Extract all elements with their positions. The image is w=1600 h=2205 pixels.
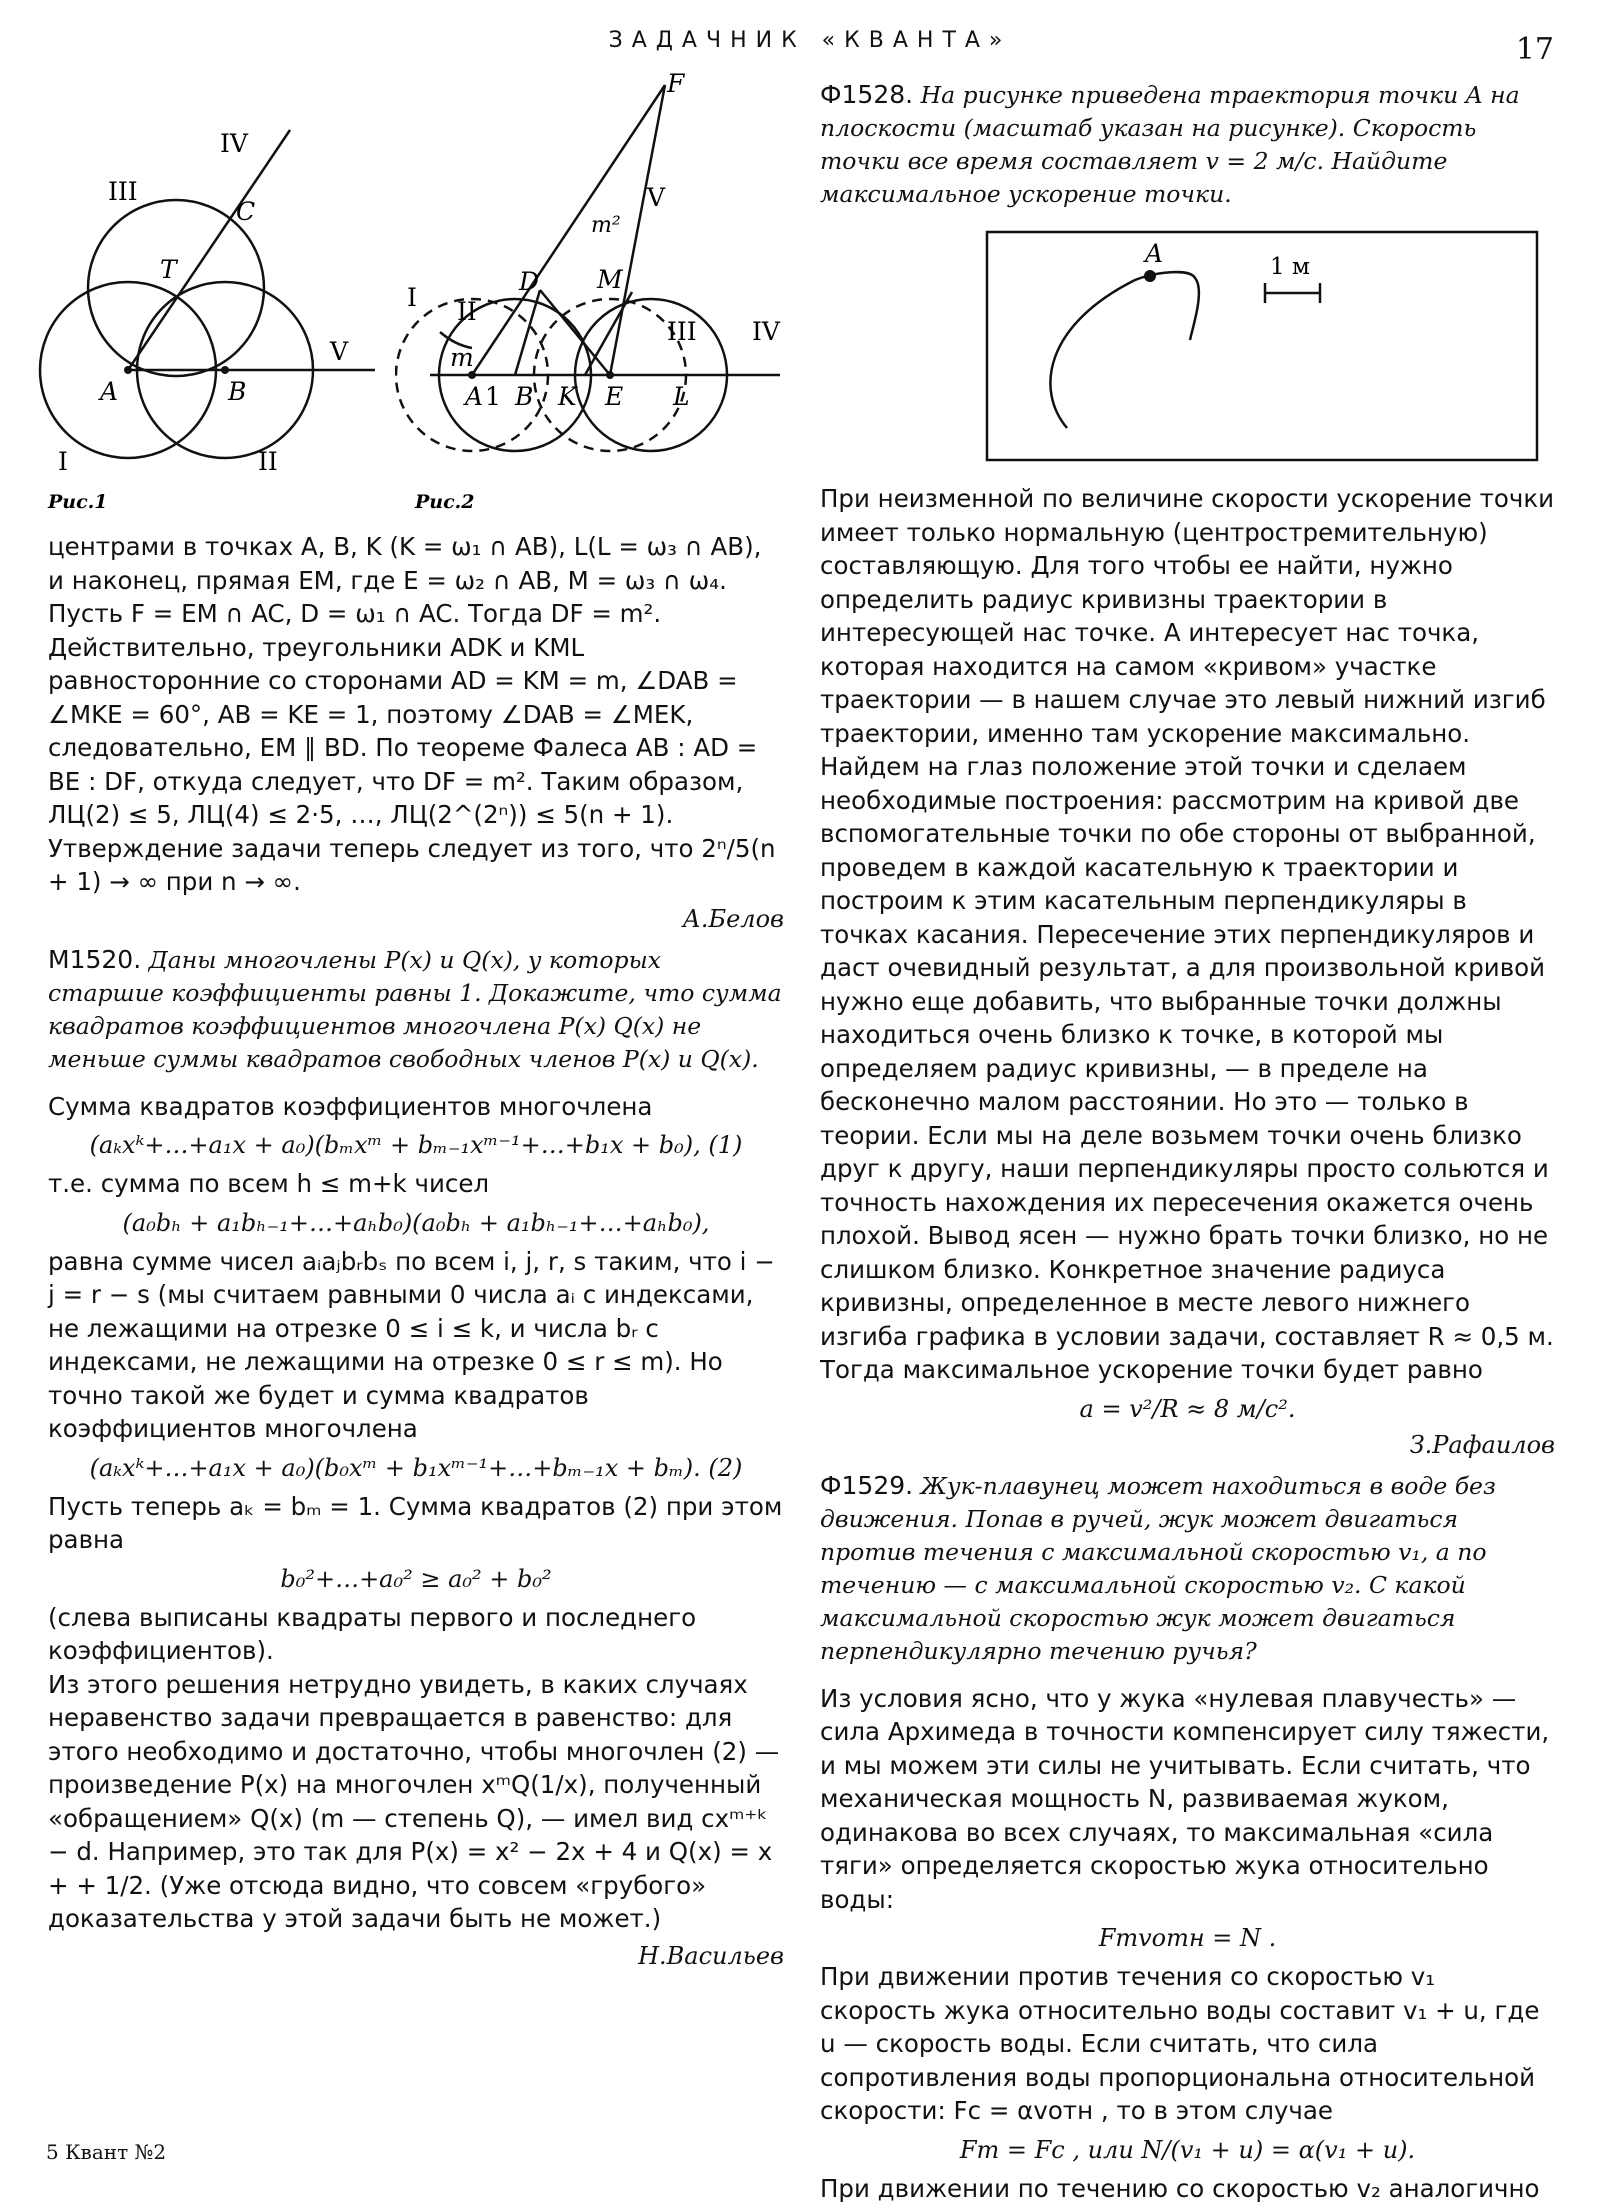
f1528-point-a <box>1144 270 1156 282</box>
figure-2 <box>395 70 795 510</box>
left-paragraph-5: равна сумме чисел aᵢaⱼbᵣbₛ по всем i, j, r, s таким, что i − j = r − s (мы считаем равными 0 числа aᵢ с индексами, не лежащими на отрезке 0 ≤ i ≤ k, и числа bᵣ с индексами, не лежащими на отрезке 0 ≤ r ≤ m). Но точно такой же будет и сумма квадратов коэффициентов многочлена <box>48 1245 784 1446</box>
f1528-statement: На рисунке приведена траектория точки A на плоскости (масштаб указан на рисунке). Скорость точки все время составляет v = 2 м/с. Найдите максимальное ускорение точки. <box>820 81 1520 208</box>
signature-vasiliev: Н.Васильев <box>48 1942 784 1970</box>
fig2-label-D: D <box>518 267 539 296</box>
left-paragraph-6: Пусть теперь aₖ = bₘ = 1. Сумма квадратов (2) при этом равна <box>48 1490 784 1557</box>
left-paragraph-2: Пусть F = EM ∩ AC, D = ω₁ ∩ AC. Тогда DF = m². Действительно, треугольники ADK и KML равносторонние со сторонами AD = KM = m, ∠DAB = ∠MKE = 60°, AB = KE = 1, поэтому ∠DAB = ∠MEK, следовательно, EM ∥ BD. По теореме Фалеса AB : AD = BE : DF, откуда следует, что DF = m². Таким образом, ЛЦ(2) ≤ 5, ЛЦ(4) ≤ 2·5, …, ЛЦ(2^(2ⁿ)) ≤ 5(n + 1). Утверждение задачи теперь следует из того, что 2ⁿ/5(n + 1) → ∞ при n → ∞. <box>48 597 784 899</box>
f1528-trajectory <box>1050 272 1199 428</box>
fig2-label-II: II <box>457 297 477 326</box>
running-title: ЗАДАЧНИК «КВАНТА» <box>600 28 1020 53</box>
fig2-label-E: E <box>604 382 623 411</box>
formula-power: Fтvотн = N . <box>820 1924 1555 1952</box>
fig2-label-F: F <box>666 70 686 98</box>
fig2-label-IV: IV <box>752 317 781 346</box>
fig2-line-AF <box>472 85 665 375</box>
fig2-label-I: I <box>407 283 417 312</box>
f1529-statement: Жук-плавунец может находиться в воде без движения. Попав в ручей, жук может двигаться против течения с максимальной скоростью v₁, а по течению — с максимальной скоростью v₂. С какой максимальной скоростью жук может двигаться перпендикулярно течению ручья? <box>820 1472 1496 1665</box>
f1529-label: Ф1529. <box>820 1471 913 1500</box>
fig2-line-KM <box>585 292 632 375</box>
footer-signature: 5 Квант №2 <box>46 2140 166 2164</box>
formula-force: Fт = Fс , или N/(v₁ + u) = α(v₁ + u). <box>820 2136 1555 2164</box>
fig1-label-II: II <box>258 447 278 476</box>
f1528-label-a: A <box>1143 239 1163 268</box>
left-paragraph-1: центрами в точках A, B, K (K = ω₁ ∩ AB), L(L = ω₃ ∩ AB), и наконец, прямая EM, где E = ω₂ ∩ AB, M = ω₃ ∩ ω₄. <box>48 530 784 597</box>
fig1-circle-III <box>88 200 264 376</box>
f1528-figure <box>985 230 1545 465</box>
signature-belov: А.Белов <box>48 905 784 933</box>
right-paragraph-3: При движении против течения со скоростью v₁ скорость жука относительно воды составит v₁ + u, где u — скорость воды. Если считать, что сила сопротивления воды пропорциональна относительной скорости: Fс = αvотн , то в этом случае <box>820 1960 1555 2128</box>
left-paragraph-7: (слева выписаны квадраты первого и последнего коэффициентов). <box>48 1601 784 1668</box>
m1520-statement: Даны многочлены P(x) и Q(x), у которых старшие коэффициенты равны 1. Докажите, что сумма квадратов коэффициентов многочлена P(x) Q(x) не меньше суммы квадратов свободных членов P(x) и Q(x). <box>48 946 782 1073</box>
fig2-label-B: B <box>514 382 533 411</box>
f1528-label: Ф1528. <box>820 80 913 109</box>
fig2-label-A: A <box>463 382 483 411</box>
f1528-problem <box>820 78 1555 211</box>
fig2-point-A <box>468 371 476 379</box>
signature-rafailov: З.Рафаилов <box>820 1431 1555 1459</box>
fig1-label-T: T <box>160 255 179 284</box>
fig1-label-I: I <box>58 447 68 476</box>
left-paragraph-3: Сумма квадратов коэффициентов многочлена <box>48 1090 784 1124</box>
fig2-label-K: K <box>557 382 578 411</box>
fig1-label-A: A <box>98 377 118 406</box>
fig2-point-E <box>606 371 614 379</box>
right-column <box>820 482 1555 2205</box>
fig2-label-1: 1 <box>485 382 501 411</box>
figure-1 <box>20 110 390 510</box>
fig2-label-III: III <box>667 317 697 346</box>
formula-4: b₀²+…+a₀² ≥ a₀² + b₀² <box>48 1565 784 1593</box>
right-paragraph-1: При неизменной по величине скорости ускорение точки имеет только нормальную (центростремительную) составляющую. Для того чтобы ее найти, нужно определить радиус кривизны траектории в интересующей нас точке. А интересует нас точка, которая находится на самом «кривом» участке траектории — в нашем случае это левый нижний изгиб траектории, именно там ускорение максимально. Найдем на глаз положение этой точки и сделаем необходимые построения: рассмотрим на кривой две вспомогательные точки по обе стороны от выбранной, проведем в каждой касательную к траектории и построим к этим касательным перпендикуляры в точках касания. Пересечение этих перпендикуляров и даст очевидный результат, а для произвольной кривой нужно еще добавить, что выбранные точки должны находиться очень близко к точке, в которой мы определяем радиус кривизны, — в пределе на бесконечно малом расстоянии. Но это — только в теории. Если мы на деле возьмем точки очень близко друг к другу, наши перпендикуляры просто сольются и точность нахождения их пересечения окажется очень плохой. Вывод ясен — нужно брать точки близко, но не слишком близко. Конкретное значение радиуса кривизны, определенное в месте левого нижнего изгиба графика в условии задачи, составляет R ≈ 0,5 м. Тогда максимальное ускорение точки будет равно <box>820 482 1555 1387</box>
formula-acceleration: a = v²/R ≈ 8 м/с². <box>820 1395 1555 1423</box>
fig2-label-L: L <box>672 382 690 411</box>
fig1-label-B: B <box>227 377 246 406</box>
page-number: 17 <box>1516 32 1554 67</box>
fig2-label-m: m <box>450 343 474 372</box>
formula-2: (a₀bₕ + a₁bₕ₋₁+…+aₕb₀)(a₀bₕ + a₁bₕ₋₁+…+aₕb₀), <box>48 1209 784 1237</box>
formula-3: (aₖxᵏ+…+a₁x + a₀)(b₀xᵐ + b₁xᵐ⁻¹+…+bₘ₋₁x + bₘ). (2) <box>48 1454 784 1482</box>
left-column <box>48 530 784 1980</box>
fig1-caption: Рис.1 <box>47 491 108 510</box>
fig2-label-M: M <box>596 265 624 294</box>
fig1-label-V: V <box>329 337 349 366</box>
fig1-point-A <box>124 366 132 374</box>
fig2-label-m2: m² <box>591 213 621 238</box>
m1520-label: М1520. <box>48 945 141 974</box>
fig1-label-C: C <box>236 197 255 226</box>
formula-1: (aₖxᵏ+…+a₁x + a₀)(bₘxᵐ + bₘ₋₁xᵐ⁻¹+…+b₁x + b₀), (1) <box>48 1131 784 1159</box>
fig2-caption: Рис.2 <box>414 491 475 510</box>
right-paragraph-2: Из условия ясно, что у жука «нулевая плавучесть» — сила Архимеда в точности компенсирует силу тяжести, и мы можем эти силы не учитывать. Если считать, что механическая мощность N, развиваемая жуком, одинакова во всех случаях, то максимальная «сила тяги» определяется скоростью жука относительно воды: <box>820 1682 1555 1917</box>
fig1-label-III: III <box>108 177 138 206</box>
left-paragraph-4: т.е. сумма по всем h ≤ m+k чисел <box>48 1167 784 1201</box>
fig1-label-IV: IV <box>220 129 249 158</box>
right-paragraph-4: При движении по течению со скоростью v₂ аналогично <box>820 2172 1555 2205</box>
left-paragraph-8: Из этого решения нетрудно увидеть, в каких случаях неравенство задачи превращается в равенство: для этого необходимо и достаточно, чтобы многочлен (2) — произведение P(x) на многочлен xᵐQ(1/x), полученный «обращением» Q(x) (m — степень Q), — имел вид cxᵐ⁺ᵏ − d. Например, это так для P(x) = x² − 2x + 4 и Q(x) = x + + 1/2. (Уже отсюда видно, что совсем «грубого» доказательства у этой задачи быть не может.) <box>48 1668 784 1936</box>
f1528-scale-label: 1 м <box>1270 254 1310 280</box>
fig1-point-B <box>221 366 229 374</box>
fig2-label-V: V <box>646 183 666 212</box>
